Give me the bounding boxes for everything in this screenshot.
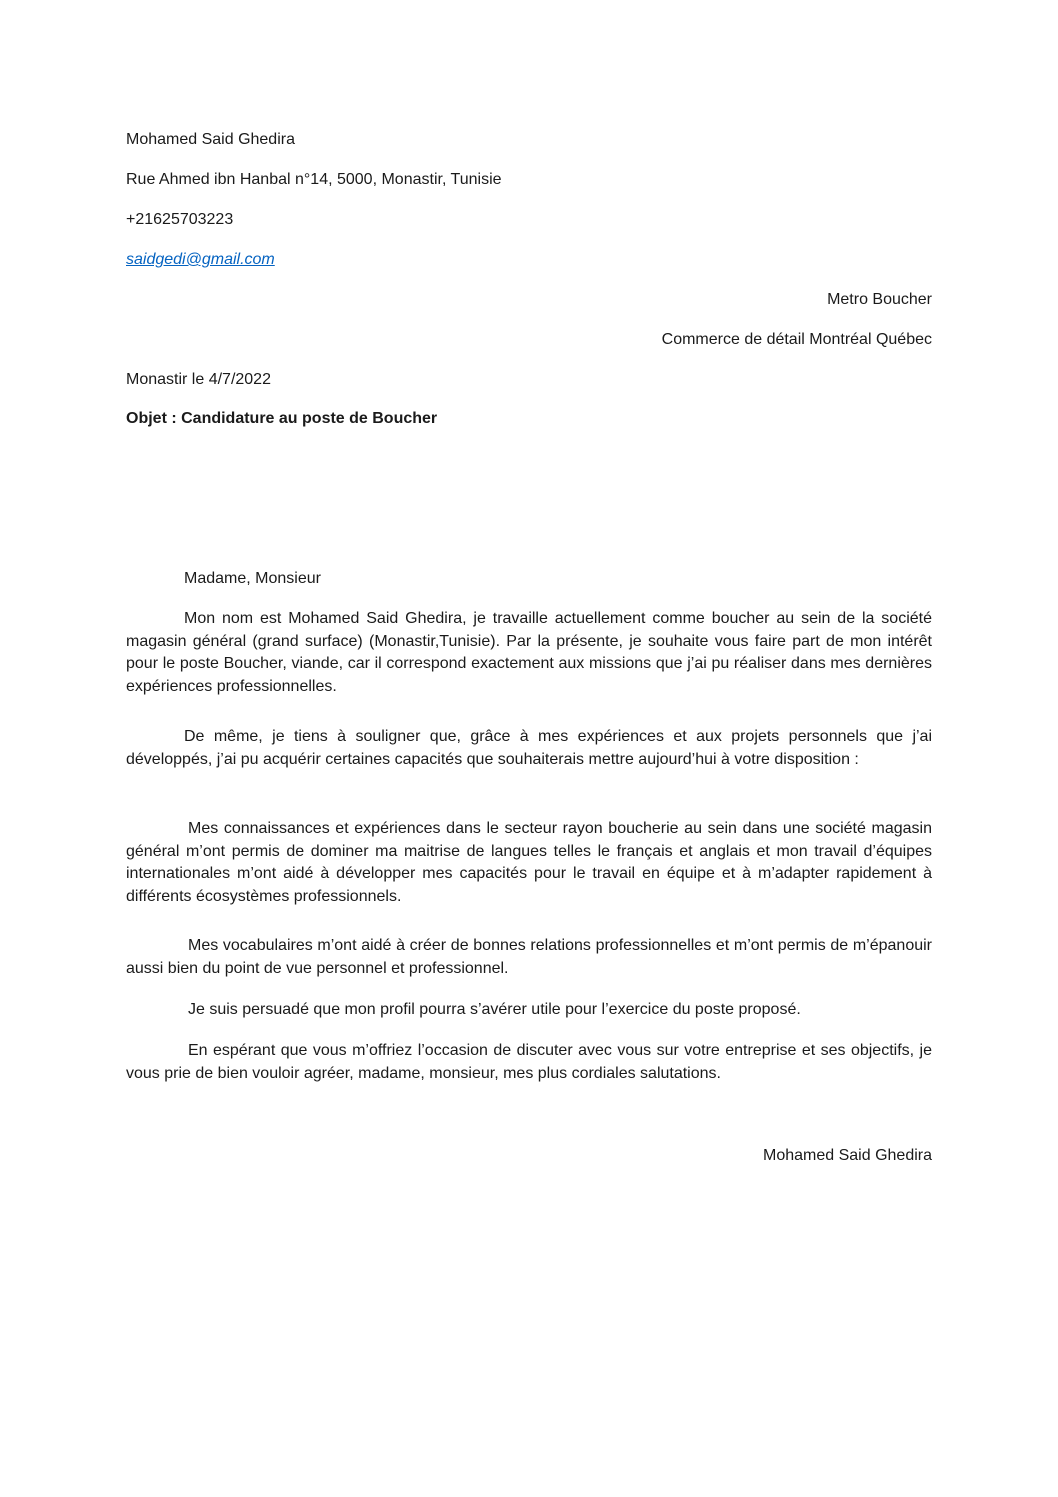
sender-email-link[interactable]: saidgedi@gmail.com bbox=[126, 251, 275, 268]
body-paragraph-5: Je suis persuadé que mon profil pourra s’avérer utile pour l’exercice du poste proposé. bbox=[188, 1001, 801, 1018]
signature: Mohamed Said Ghedira bbox=[763, 1147, 932, 1164]
body-paragraph-3: Mes connaissances et expériences dans le secteur rayon boucherie au sein dans une société magasin général m’ont permis de dominer ma maitrise de langues telles le français et anglais et mon travail d’équipes internationales m’ont aidé à développer mes capacités pour le travail en équipe et à m’adapter rapidement à différents écosystèmes professionnels. bbox=[126, 820, 932, 905]
date-line: Monastir le 4/7/2022 bbox=[126, 371, 271, 388]
sender-name: Mohamed Said Ghedira bbox=[126, 131, 295, 148]
body-paragraph-2: De même, je tiens à souligner que, grâce à mes expériences et aux projets personnels que j’ai développés, j’ai pu acquérir certaines capacités que souhaiterais mettre aujourd’hui à votre disposition : bbox=[126, 728, 932, 768]
body-paragraph-6: En espérant que vous m’offriez l’occasion de discuter avec vous sur votre entreprise et ses objectifs, je vous prie de bien vouloir agréer, madame, monsieur, mes plus cordiales salutations. bbox=[126, 1042, 932, 1082]
body-paragraph-1: Mon nom est Mohamed Said Ghedira, je travaille actuellement comme boucher au sein de la société magasin général (grand surface) (Monastir,Tunisie). Par la présente, je souhaite vous faire part de mon intérêt pour le poste Boucher, viande, car il correspond exactement aux missions que j’ai pu réaliser dans mes dernières expériences professionnelles. bbox=[126, 610, 932, 695]
body-paragraph-4: Mes vocabulaires m’ont aidé à créer de bonnes relations professionnelles et m’ont permis de m’épanouir aussi bien du point de vue personnel et professionnel. bbox=[126, 937, 932, 977]
salutation: Madame, Monsieur bbox=[184, 570, 321, 587]
sender-address: Rue Ahmed ibn Hanbal n°14, 5000, Monastir, Tunisie bbox=[126, 171, 502, 188]
recipient-details: Commerce de détail Montréal Québec bbox=[661, 331, 932, 348]
sender-phone: +21625703223 bbox=[126, 211, 234, 228]
subject-line: Objet : Candidature au poste de Boucher bbox=[126, 410, 438, 427]
recipient-name: Metro Boucher bbox=[827, 291, 932, 308]
